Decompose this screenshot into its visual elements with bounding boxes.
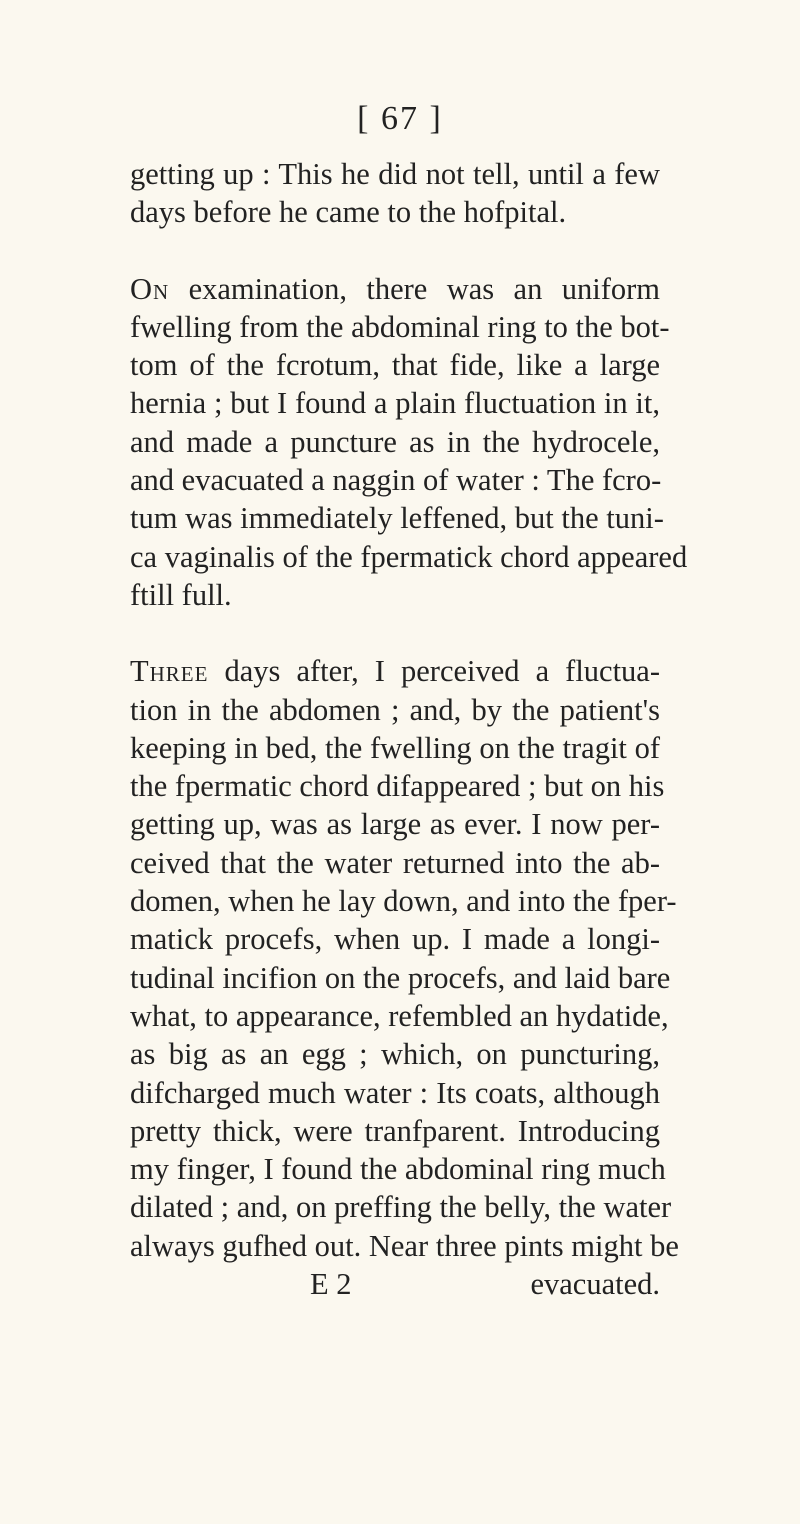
signature-mark: E 2 xyxy=(310,1267,352,1302)
text-line: dilated ; and, on preffing the belly, the water xyxy=(130,1190,672,1225)
text-line: always gufhed out. Near three pints might be xyxy=(130,1228,679,1263)
text-line: ceived that the water returned into the ab- xyxy=(130,845,660,880)
text-line: domen, when he lay down, and into the fper- xyxy=(130,884,677,919)
text-line: pretty thick, were tranfparent. Introducing xyxy=(130,1113,660,1148)
text-line: as big as an egg ; which, on puncturing, xyxy=(130,1037,660,1072)
text-line: difcharged much water : Its coats, although xyxy=(130,1075,660,1110)
text-line: tudinal incifion on the procefs, and laid bare xyxy=(130,960,671,995)
text-line: On examination, there was an uniform xyxy=(130,271,660,306)
text-line: tom of the fcrotum, that fide, like a large xyxy=(130,348,660,383)
paragraph-1 xyxy=(130,155,660,232)
text-line: matick procefs, when up. I made a longi- xyxy=(130,922,660,957)
paragraph-gap xyxy=(130,614,660,652)
paragraph-3 xyxy=(130,652,679,1265)
paragraph-gap xyxy=(130,232,660,270)
text-line: Three days after, I perceived a fluctua- xyxy=(130,654,660,689)
text-line: ftill full. xyxy=(130,577,232,612)
text-line: what, to appearance, refembled an hydatide, xyxy=(130,998,669,1033)
page-number: [ 67 ] xyxy=(357,100,443,137)
text-line: days before he came to the hofpital. xyxy=(130,195,567,230)
page-footer xyxy=(130,1265,660,1303)
text-line: tion in the abdomen ; and, by the patient's xyxy=(130,692,660,727)
page-body xyxy=(130,155,688,1303)
paragraph-lead-word: On xyxy=(130,271,170,306)
paragraph-lead-word: Three xyxy=(130,654,209,689)
text-line: ca vaginalis of the fpermatick chord appeared xyxy=(130,539,688,574)
text-line: getting up : This he did not tell, until a few xyxy=(130,157,660,191)
text-line: and made a puncture as in the hydrocele, xyxy=(130,424,660,459)
text-line: and evacuated a naggin of water : The fcro- xyxy=(130,463,662,498)
text-line: keeping in bed, the fwelling on the tragit of xyxy=(130,730,660,765)
text-line: my finger, I found the abdominal ring much xyxy=(130,1152,666,1187)
paragraph-2 xyxy=(130,270,688,615)
catchword: evacuated. xyxy=(530,1267,660,1302)
text-line: getting up, was as large as ever. I now per- xyxy=(130,807,660,842)
text-line: the fpermatic chord difappeared ; but on his xyxy=(130,769,665,804)
text-line: tum was immediately leffened, but the tuni- xyxy=(130,501,664,536)
text-line: hernia ; but I found a plain fluctuation in it, xyxy=(130,386,660,421)
text-line: fwelling from the abdominal ring to the bot- xyxy=(130,309,670,344)
